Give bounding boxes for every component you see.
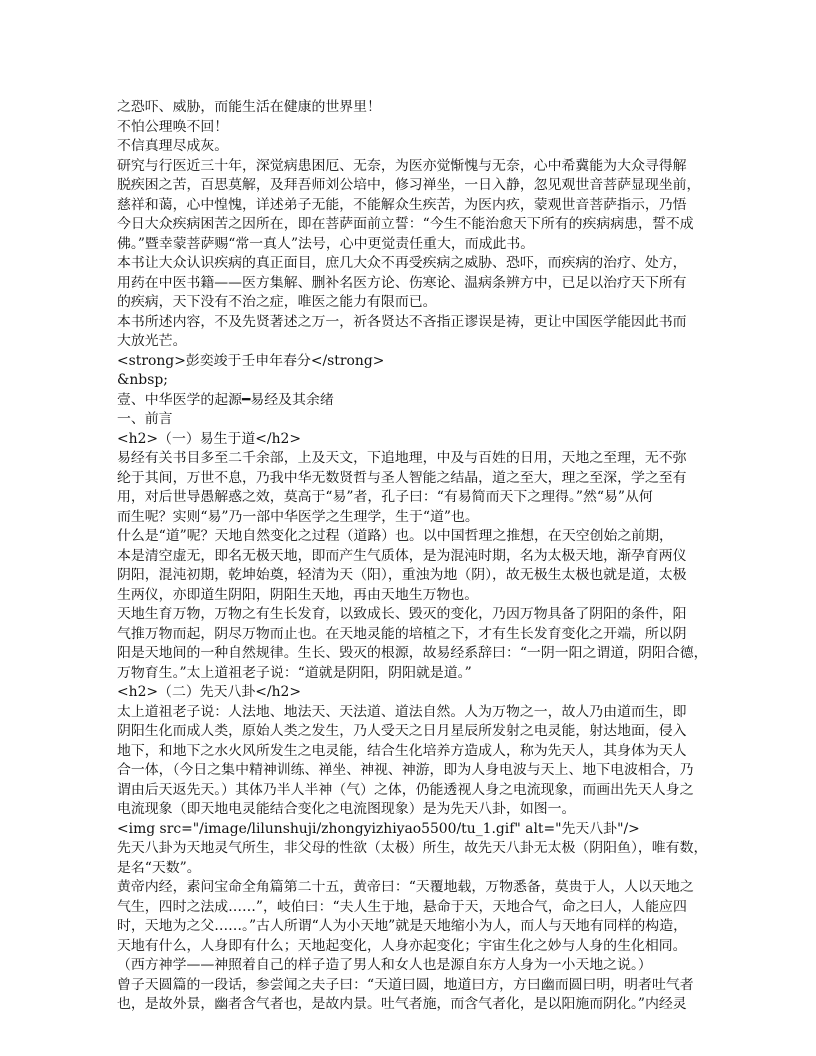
paragraph (117, 254, 707, 313)
text-line: 大放光芒。 (117, 333, 187, 349)
paragraph (117, 157, 707, 255)
text-line: 生两仪，亦即道生阴阳，阴阳生天地，再由天地生万物也。 (117, 586, 479, 603)
paragraph (117, 118, 707, 138)
text-line: 用药在中医书籍——医方集解、删补名医方论、伤寒论、温病条辨方中，已足以治疗天下所有 (117, 274, 687, 291)
text-line: 也，是故外景，幽者含气者也，是故内景。吐气者施，而含气者化，是以阳施而阴化。”内经灵 (117, 996, 687, 1012)
text-line: 什么是“道”呢？天地自然变化之过程（道路）也。以中国哲理之推想，在天空创始之前期， (117, 528, 673, 544)
text-line: 时，天地为之父……。”古人所谓“人为小天地”就是天地缩小为人，而人与天地有同样的构造， (117, 918, 687, 934)
text-line: 脱疾困之苦，百思莫解，及拜吾师刘公培中，修习禅坐，一日入静，忽见观世音菩萨显现坐前， (117, 177, 701, 193)
text-line: 曾子天圆篇的一段话，参尝闻之夫子曰：“天道曰圆，地道曰方，方曰幽而圆曰明，明者吐气者 (117, 976, 694, 993)
paragraph (117, 352, 707, 372)
text-line: 一、前言 (117, 411, 173, 427)
paragraph (117, 527, 707, 605)
text-line: <h2>（一）易生于道</h2> (117, 430, 302, 447)
text-line: 黄帝内经，素问宝命全角篇第二十五，黄帝曰：“天覆地载，万物悉备，莫贵于人，人以天地之 (117, 879, 694, 895)
paragraph (117, 878, 707, 976)
paragraph (117, 605, 707, 683)
text-line: 电流现象（即天地电灵能结合变化之电流图现象）是为先天八卦，如图一。 (117, 801, 576, 817)
text-line: 壹、中华医学的起源━易经及其余绪 (117, 391, 334, 408)
text-line: 天地生育万物，万物之有生长发育，以致成长、毁灭的变化，乃因万物具备了阴阳的条件，阳 (117, 606, 687, 622)
paragraph (117, 820, 707, 840)
paragraph (117, 683, 707, 703)
text-line: 纶于其间，万世不息，乃我中华无数贤哲与圣人智能之结晶，道之至大，理之至深，学之至有 (117, 469, 687, 486)
text-line: 不信真理尽成灰。 (117, 138, 229, 154)
paragraph (117, 449, 707, 527)
paragraph (117, 313, 707, 352)
text-line: 本书所述内容，不及先贤著述之万一，祈各贤达不吝指正谬误是祷，更让中国医学能因此书而 (117, 313, 687, 330)
text-line: 研究与行医近三十年，深觉病患困厄、无奈，为医亦觉惭愧与无奈，心中希冀能为大众寻得解 (117, 157, 687, 174)
text-line: 而生呢？实则“易”乃一部中华医学之生理学，生于“道”也。 (117, 508, 479, 525)
text-line: 谓由后天返先天。）其体乃半人半神（气）之体，仍能透视人身之电流现象，而画出先天人身之 (117, 781, 694, 798)
text-line: 太上道祖老子说：人法地、地法天、天法道、道法自然。人为万物之一，故人乃由道而生，即 (117, 703, 687, 720)
text-line: 不怕公理唤不回！ (117, 118, 229, 135)
paragraph (117, 703, 707, 820)
document-body (117, 98, 707, 1015)
paragraph (117, 839, 707, 878)
text-line: 用，对后世导愚解惑之效，莫高于“易”者，孔子曰：“有易简而天下之理得。”然“易”从何 (117, 489, 653, 505)
text-line: <strong>彭奕竣于壬申年春分</strong> (117, 352, 385, 369)
text-line: &nbsp; (117, 372, 168, 388)
text-line: （西方神学——神照着自己的样子造了男人和女人也是源自东方人身为一小天地之说。） (117, 957, 652, 973)
text-line: 本是清空虚无，即名无极天地，即而产生气质体，是为混沌时期，名为太极天地，渐孕育两仪 (117, 547, 687, 564)
text-line: 的疾病，天下没有不治之症，唯医之能力有限而已。 (117, 294, 437, 310)
text-line: 之恐吓、威胁，而能生活在健康的世界里！ (117, 99, 381, 115)
text-line: 佛。”暨幸蒙菩萨赐“常一真人”法号，心中更觉责任重大，而成此书。 (117, 235, 535, 252)
text-line: 气推万物而起，阴尽万物而止也。在天地灵能的培植之下，才有生长发育变化之开端，所以阴 (117, 625, 687, 642)
text-line: 本书让大众认识疾病的真正面目，庶几大众不再受疾病之威胁、恐吓，而疾病的治疗、处方， (117, 255, 687, 271)
text-line: 万物育生。”太上道祖老子说：“道就是阴阳，阴阳就是道。” (117, 664, 472, 681)
text-line: 今日大众疾病困苦之因所在，即在菩萨面前立誓：“今生不能治愈天下所有的疾病病患，誓不成 (117, 216, 694, 232)
text-line: 是名“天数”。 (117, 859, 201, 876)
text-line: 天地有什么，人身即有什么；天地起变化，人身亦起变化；宇宙生化之妙与人身的生化相同。 (117, 937, 687, 954)
paragraph (117, 137, 707, 157)
text-line: <img src="/image/lilunshuji/zhongyizhiyao5500/tu_1.gif" alt="先天八卦"/> (117, 820, 640, 837)
text-line: 地下，和地下之水火风所发生之电灵能，结合生化培养方造成人，称为先天人，其身体为天人 (117, 742, 687, 759)
text-line: 合一体，（今日之集中精神训练、禅坐、神视、神游，即为人身电波与天上、地下电波相合，乃 (117, 762, 694, 778)
paragraph (117, 976, 707, 1015)
text-line: 慈祥和蔼，心中惶愧，详述弟子无能，不能解众生疾苦，为医内疚，蒙观世音菩萨指示，乃悟 (117, 196, 687, 213)
text-line: 先天八卦为天地灵气所生，非父母的性欲（太极）所生，故先天八卦无太极（阴阳鱼），唯有数， (117, 840, 708, 856)
text-line: 气生，四时之法成……”，岐伯曰：“夫人生于地，悬命于天，天地合气，命之曰人，人能应四 (117, 898, 687, 915)
text-line: 阴阳，混沌初期，乾坤始奠，轻清为天（阳），重浊为地（阴），故无极生太极也就是道，太极 (117, 567, 687, 583)
paragraph (117, 371, 707, 391)
text-line: 阴阳生化而成人类，原始人类之发生，乃人受天之日月星辰所发射之电灵能，射达地面，侵入 (117, 723, 687, 739)
paragraph (117, 410, 707, 430)
paragraph (117, 391, 707, 411)
paragraph (117, 430, 707, 450)
paragraph (117, 98, 707, 118)
text-line: 阳是天地间的一种自然规律。生长、毁灭的根源，故易经系辞曰：“一阴一阳之谓道，阴阳合德， (117, 645, 708, 661)
text-line: 易经有关书目多至二千余部，上及天文，下追地理，中及与百姓的日用，天地之至理，无不弥 (117, 450, 687, 466)
text-line: <h2>（二）先天八卦</h2> (117, 684, 302, 700)
